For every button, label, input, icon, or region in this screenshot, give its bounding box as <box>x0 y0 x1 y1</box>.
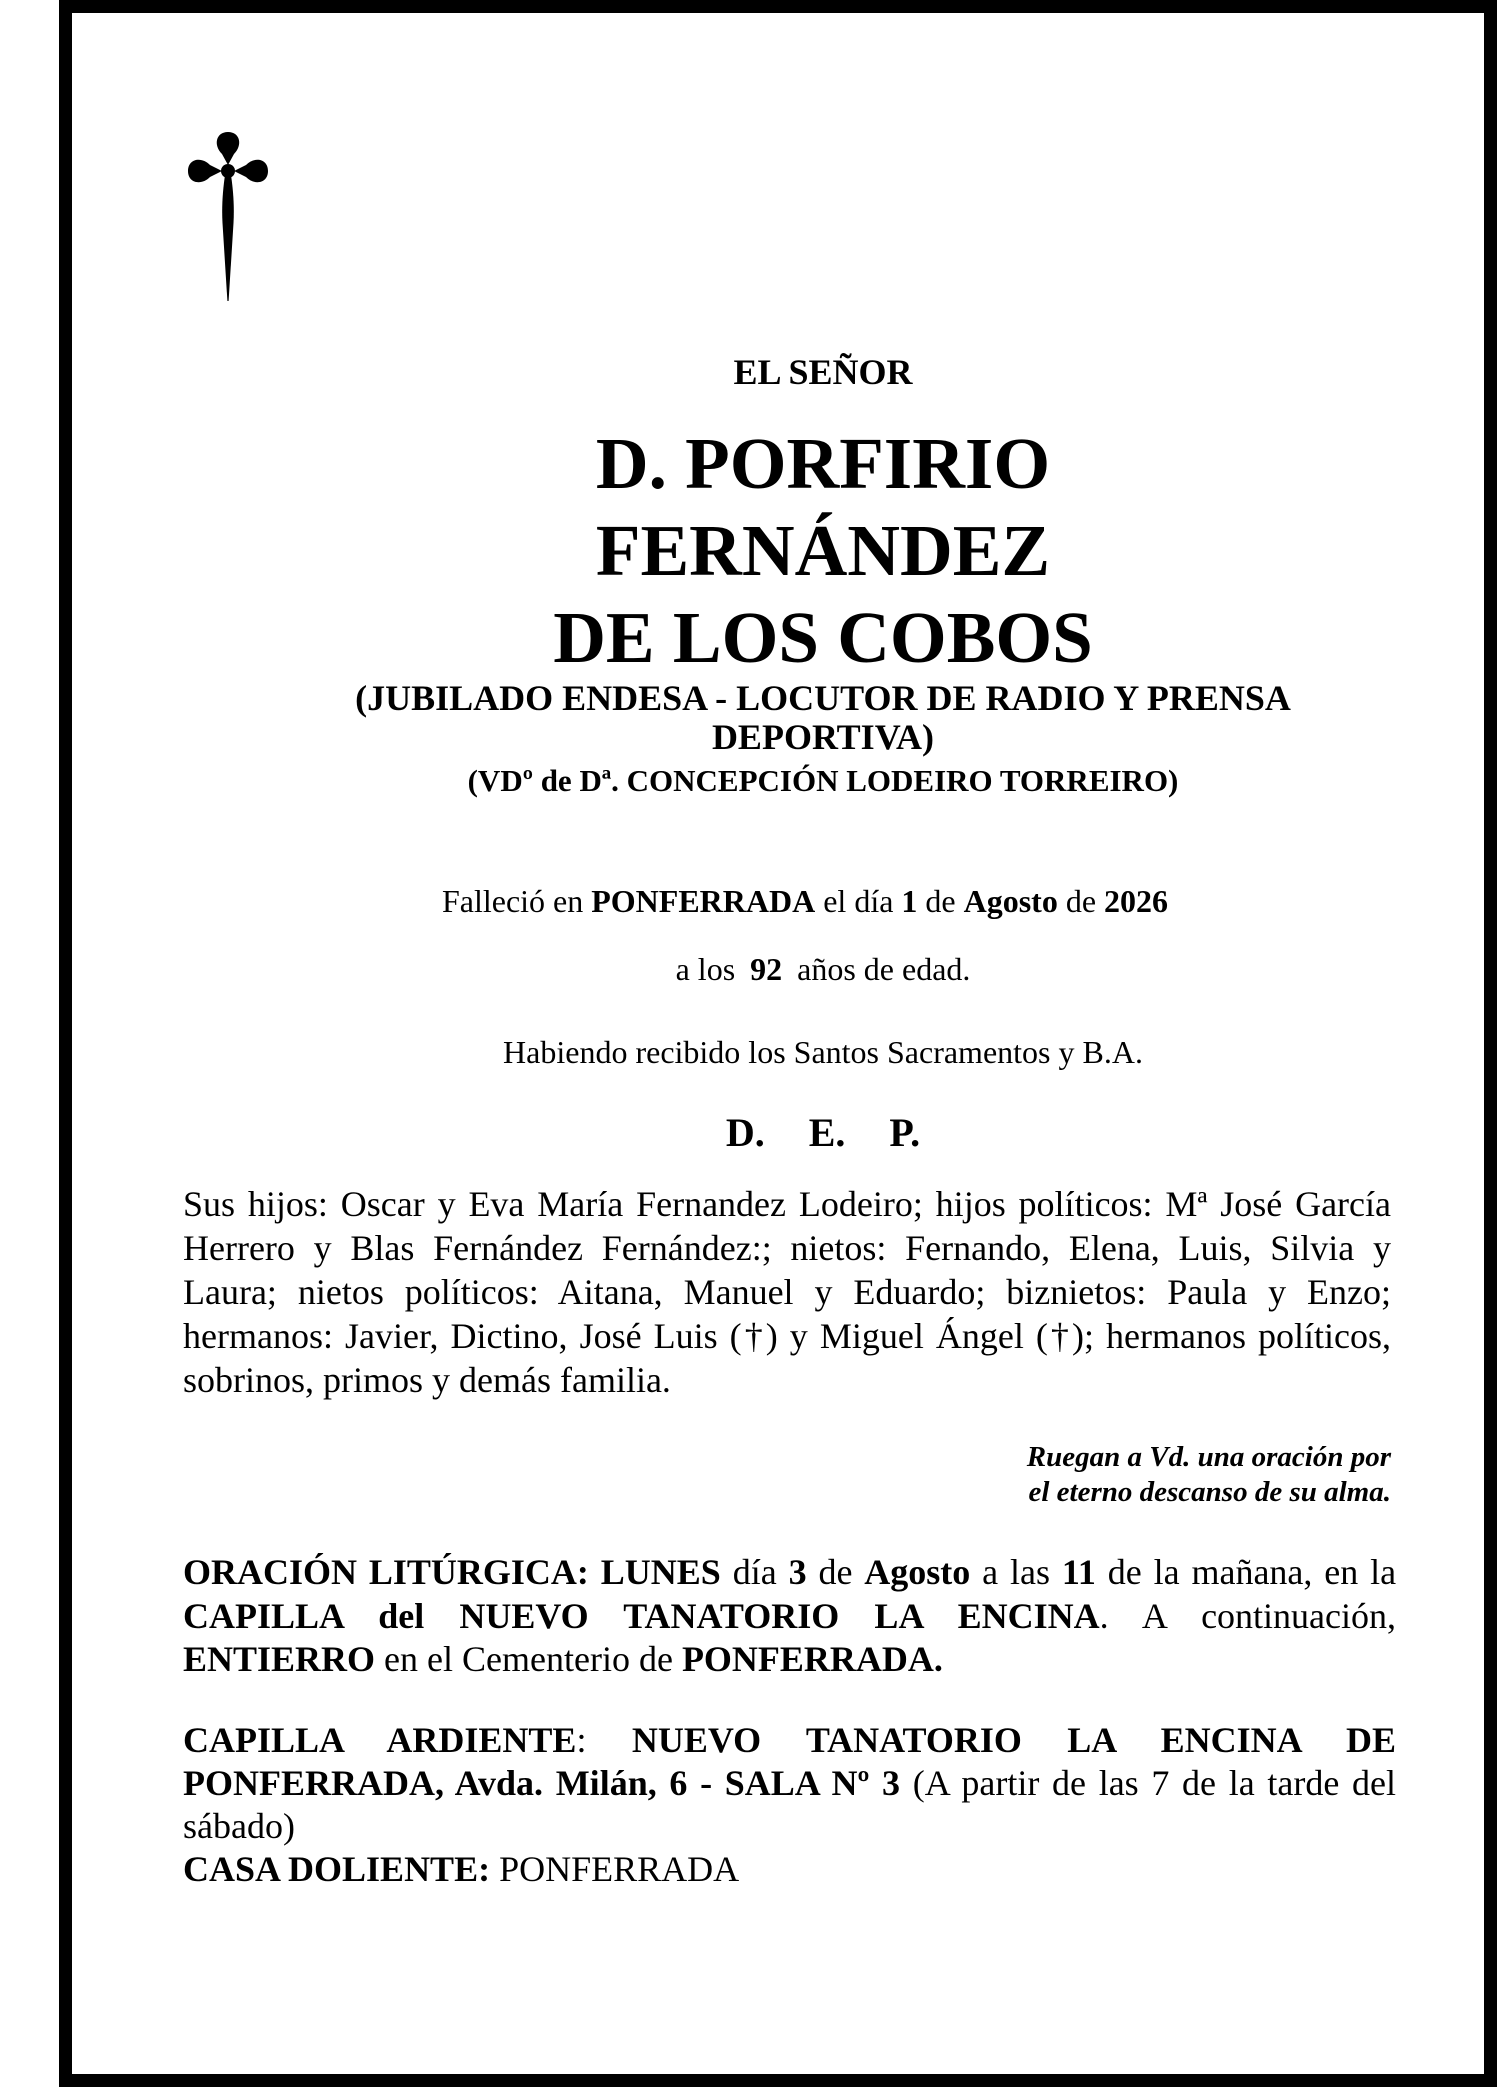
chapel-label: CAPILLA ARDIENTE <box>183 1720 577 1760</box>
family-line: hermanos: Javier, Dictino, José Luis (†) y Miguel Ángel (†); hermanos políticos, <box>183 1316 1391 1356</box>
chapel-hours: sábado) <box>183 1806 295 1846</box>
home-place: PONFERRADA <box>499 1849 740 1889</box>
death-info <box>183 881 1463 921</box>
chapel-venue: PONFERRADA, Avda. Milán, 6 - SALA Nº 3 <box>183 1763 901 1803</box>
family-line: Sus hijos: Oscar y Eva María Fernandez Lodeiro; hijos políticos: Mª José García <box>183 1184 1391 1224</box>
name-line: D. PORFIRIO <box>595 423 1051 504</box>
death-year: 2026 <box>1104 883 1169 919</box>
age-info <box>183 949 1463 989</box>
death-line <box>183 881 1463 921</box>
chapel-venue: NUEVO TANATORIO LA ENCINA DE <box>631 1720 1396 1760</box>
occupation-line: DEPORTIVA) <box>711 717 935 757</box>
death-day: 1 <box>901 883 918 919</box>
chapel-line <box>183 1848 1396 1891</box>
death-month: Agosto <box>963 883 1058 919</box>
deceased-name <box>183 420 1463 681</box>
chapel-line <box>183 1762 1396 1805</box>
honorific: EL SEÑOR <box>733 352 913 392</box>
family-line: sobrinos, primos y demás familia. <box>183 1360 671 1400</box>
age-years: 92 <box>750 951 783 987</box>
chapel-line <box>183 1719 1396 1762</box>
liturgy-line <box>183 1551 1396 1595</box>
name-line: DE LOS COBOS <box>553 597 1093 678</box>
liturgy-label: ORACIÓN LITÚRGICA: <box>183 1552 589 1592</box>
cross-icon <box>187 131 269 301</box>
chapel-label-punct: : <box>576 1720 587 1760</box>
home-label: CASA DOLIENTE: <box>183 1849 491 1889</box>
chapel-line <box>183 1805 1396 1848</box>
death-text: de <box>925 883 956 919</box>
age-line <box>183 949 1463 989</box>
prayer-request <box>891 1440 1391 1510</box>
liturgy-text: de <box>818 1552 853 1592</box>
sacraments-note: Habiendo recibido los Santos Sacramentos y B.A. <box>503 1034 1143 1070</box>
liturgy-text: de la mañana, en la <box>1107 1552 1397 1592</box>
chapel-paragraph <box>183 1719 1396 1891</box>
age-text: a los <box>675 951 736 987</box>
family-line: Laura; nietos políticos: Aitana, Manuel y Eduardo; biznietos: Paula y Enzo; <box>183 1272 1391 1312</box>
liturgy-month: Agosto <box>864 1552 971 1592</box>
name-line: FERNÁNDEZ <box>595 510 1051 591</box>
liturgy-day: 3 <box>788 1552 807 1592</box>
death-text: el día <box>823 883 894 919</box>
liturgy-text: a las <box>982 1552 1051 1592</box>
burial-label: ENTIERRO <box>183 1639 376 1679</box>
liturgy-text: en el Cementerio de <box>384 1639 673 1679</box>
widower-of: (VDº de Dª. CONCEPCIÓN LODEIRO TORREIRO) <box>467 763 1179 798</box>
cemetery-name: PONFERRADA. <box>681 1639 943 1679</box>
death-text: Falleció en <box>441 883 584 919</box>
prayer-line: el eterno descanso de su alma. <box>1028 1476 1391 1508</box>
family-line: Herrero y Blas Fernández Fernández:; nietos: Fernando, Elena, Luis, Silvia y <box>183 1228 1391 1268</box>
liturgy-text: . A continuación, <box>1099 1595 1397 1636</box>
age-text: años de edad. <box>797 951 971 987</box>
rip-heading: D. E. P. <box>725 1110 921 1155</box>
liturgy-hour: 11 <box>1061 1552 1096 1592</box>
occupation <box>183 679 1463 757</box>
occupation-line: (JUBILADO ENDESA - LOCUTOR DE RADIO Y PRENSA <box>355 678 1291 718</box>
liturgy-weekday: LUNES <box>600 1552 721 1592</box>
liturgy-venue: CAPILLA del NUEVO TANATORIO LA ENCINA <box>183 1595 1100 1636</box>
family-paragraph <box>183 1182 1391 1402</box>
death-place: PONFERRADA <box>591 883 816 919</box>
liturgy-line <box>183 1595 1396 1639</box>
prayer-line: Ruegan a Vd. una oración por <box>1026 1441 1391 1473</box>
liturgy-paragraph <box>183 1551 1396 1682</box>
liturgy-line <box>183 1638 1396 1682</box>
chapel-hours: (A partir de las 7 de la tarde del <box>912 1763 1396 1803</box>
liturgy-text: día <box>732 1552 777 1592</box>
death-text: de <box>1065 883 1097 919</box>
